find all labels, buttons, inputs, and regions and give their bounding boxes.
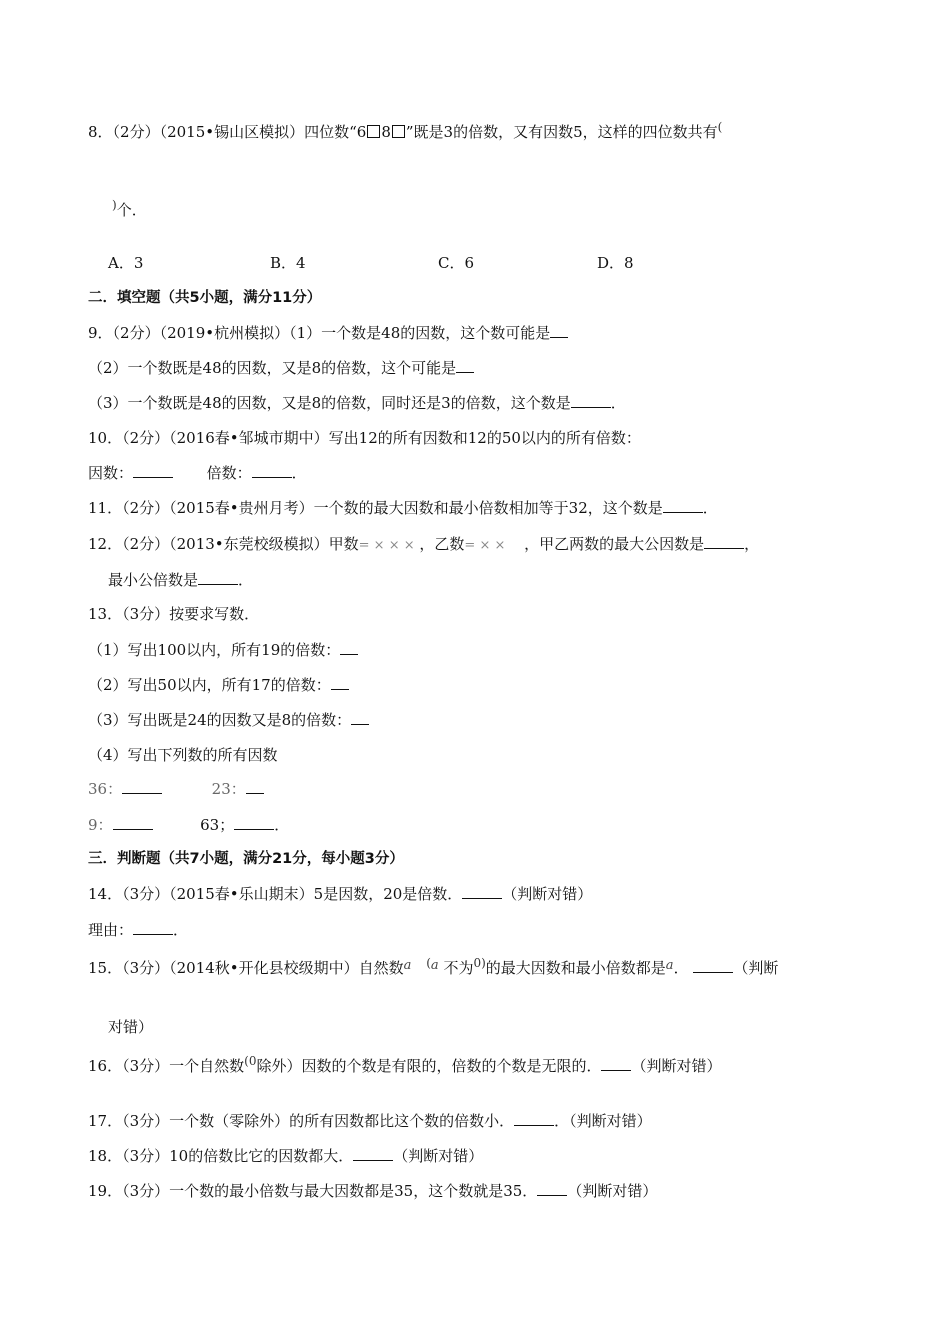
q16-text-b: 除外）因数的个数是有限的，倍数的个数是无限的． <box>256 1057 602 1075</box>
q8-option-d[interactable]: D．8 <box>597 254 634 272</box>
answer-blank[interactable] <box>331 675 349 690</box>
q16-line <box>88 1056 722 1077</box>
q9-text1: 9．（2分）（2019•杭州模拟）（1）一个数是48的因数，这个数可能是 <box>88 324 551 342</box>
answer-blank[interactable] <box>340 640 358 655</box>
q15-var-a2: a <box>430 958 439 973</box>
q15-zero: 0) <box>473 956 486 970</box>
q13-part3 <box>88 710 369 730</box>
q13-n23: 23： <box>211 780 246 798</box>
answer-blank[interactable] <box>198 570 238 585</box>
q14-reason: 理由： <box>88 921 134 939</box>
q13-n63: 63； <box>200 816 235 834</box>
answer-blank[interactable] <box>550 323 568 338</box>
q15-var-a3: a <box>665 958 674 973</box>
q11-end: ． <box>702 499 718 517</box>
q12-text-b: ，乙数 <box>419 535 465 553</box>
q13-row-36-23 <box>88 779 264 799</box>
q11-text: 11．（2分）（2015春•贵州月考）一个数的最大因数和最小倍数相加等于32，这个数是 <box>88 499 663 517</box>
q17-mid: ． <box>554 1112 570 1130</box>
q15-text-b: 不为 <box>443 959 474 977</box>
q14-end: ． <box>173 921 189 939</box>
q12-end1: ， <box>744 535 760 553</box>
q13-part1 <box>88 640 358 660</box>
section3-title: 三．判断题（共7小题，满分21分，每小题3分） <box>88 851 404 867</box>
answer-blank[interactable] <box>133 920 173 935</box>
q15-text-c: 的最大因数和最小倍数都是 <box>485 959 666 977</box>
q13-part2 <box>88 675 349 695</box>
q16-text-a: 16．（3分）一个自然数 <box>88 1057 245 1075</box>
q8-open-paren: ( <box>717 120 723 134</box>
q9-text2: （2）一个数既是48的因数，又是8的倍数，这个可能是 <box>88 359 457 377</box>
q8-line1 <box>88 122 722 143</box>
q19-text: 19．（3分）一个数的最小倍数与最大因数都是35，这个数就是35． <box>88 1182 538 1200</box>
answer-blank[interactable] <box>514 1111 554 1126</box>
q15-var-a: a <box>403 958 412 973</box>
q14-text: 14．（3分）（2015春•乐山期末）5是因数，20是倍数． <box>88 885 463 903</box>
q12-line1 <box>88 534 759 556</box>
q13-row-9-63 <box>88 815 289 835</box>
q15-line1 <box>88 958 778 980</box>
q13-p3-text: （3）写出既是24的因数又是8的倍数： <box>88 711 352 729</box>
q10-factor-label: 因数： <box>88 464 134 482</box>
q8-close-paren: ) <box>112 198 117 212</box>
q8-text-mid: 8 <box>381 123 391 141</box>
q12-text-c: ，甲乙两数的最大公因数是 <box>524 535 705 553</box>
q8-option-b[interactable]: B．4 <box>270 254 306 272</box>
q12-text-l2: 最小公倍数是 <box>108 571 199 589</box>
q10-end: ． <box>291 464 307 482</box>
q9-line1 <box>88 323 568 343</box>
answer-blank[interactable] <box>456 358 474 373</box>
answer-blank[interactable] <box>246 779 264 794</box>
blank-box-icon <box>392 125 405 138</box>
q13-end: ． <box>274 816 290 834</box>
q15-text-a: 15．（3分）（2014秋•开化县校级期中）自然数 <box>88 959 404 977</box>
answer-blank[interactable] <box>234 815 274 830</box>
answer-blank[interactable] <box>252 463 292 478</box>
q10-line1: 10．（2分）（2016春•邹城市期中）写出12的所有因数和12的50以内的所有倍数： <box>88 429 641 447</box>
q9-line2 <box>88 358 474 378</box>
q17-line <box>88 1111 652 1131</box>
q15-paren-open: ( <box>426 956 431 970</box>
q9-end: ． <box>610 394 626 412</box>
q12-line2 <box>108 570 253 590</box>
section2-title: 二．填空题（共5小题，满分11分） <box>88 290 322 306</box>
q10-line2 <box>88 463 307 483</box>
q13-part4: （4）写出下列数的所有因数 <box>88 746 278 764</box>
q15-line2: 对错） <box>108 1018 154 1036</box>
q14-line1 <box>88 884 592 904</box>
q16-zero: (0 <box>244 1054 257 1068</box>
q12-text-a: 12．（2分）（2013•东莞校级模拟）甲数 <box>88 535 359 553</box>
q15-judge-a: （判断 <box>733 959 779 977</box>
q12-yi-expr: = × × <box>464 538 506 553</box>
answer-blank[interactable] <box>704 534 744 549</box>
answer-blank[interactable] <box>537 1181 567 1196</box>
q12-jia-expr: = × × × <box>358 538 415 553</box>
answer-blank[interactable] <box>601 1056 631 1071</box>
q18-judge: （判断对错） <box>393 1147 484 1165</box>
q9-line3 <box>88 393 626 413</box>
answer-blank[interactable] <box>122 779 162 794</box>
answer-blank[interactable] <box>353 1146 393 1161</box>
q17-text: 17．（3分）一个数（零除外）的所有因数都比这个数的倍数小． <box>88 1112 515 1130</box>
q18-line <box>88 1146 483 1166</box>
q8-line2 <box>112 200 147 221</box>
answer-blank[interactable] <box>693 958 733 973</box>
q8-option-a[interactable]: A．3 <box>108 254 144 272</box>
q17-judge: （判断对错） <box>569 1112 652 1130</box>
answer-blank[interactable] <box>462 884 502 899</box>
answer-blank[interactable] <box>571 393 611 408</box>
answer-blank[interactable] <box>663 498 703 513</box>
q13-p1-text: （1）写出100以内，所有19的倍数： <box>88 641 341 659</box>
q16-judge: （判断对错） <box>631 1057 722 1075</box>
q13-title: 13．（3分）按要求写数． <box>88 605 260 623</box>
q8-text-suffix: ”既是3的倍数，又有因数5，这样的四位数共有 <box>405 123 718 141</box>
q14-line2 <box>88 920 188 940</box>
blank-box-icon <box>367 125 380 138</box>
q8-text-prefix: 8．（2分）（2015•锡山区模拟）四位数“6 <box>88 123 367 141</box>
q19-line <box>88 1181 657 1201</box>
answer-blank[interactable] <box>133 463 173 478</box>
q13-n9: 9： <box>88 816 113 834</box>
q8-line2-text: 个． <box>116 201 147 219</box>
q9-text3: （3）一个数既是48的因数，又是8的倍数，同时还是3的倍数，这个数是 <box>88 394 571 412</box>
q15-text-d: ． <box>673 959 689 977</box>
q10-multiple-label: 倍数： <box>206 464 252 482</box>
q11-line <box>88 498 718 518</box>
answer-blank[interactable] <box>113 815 153 830</box>
q18-text: 18．（3分）10的倍数比它的因数都大． <box>88 1147 354 1165</box>
q13-p2-text: （2）写出50以内，所有17的倍数： <box>88 676 331 694</box>
q12-end2: ． <box>238 571 254 589</box>
answer-blank[interactable] <box>351 710 369 725</box>
q14-judge: （判断对错） <box>502 885 593 903</box>
q19-judge: （判断对错） <box>567 1182 658 1200</box>
q8-option-c[interactable]: C．6 <box>438 254 475 272</box>
q13-n36: 36： <box>88 780 123 798</box>
